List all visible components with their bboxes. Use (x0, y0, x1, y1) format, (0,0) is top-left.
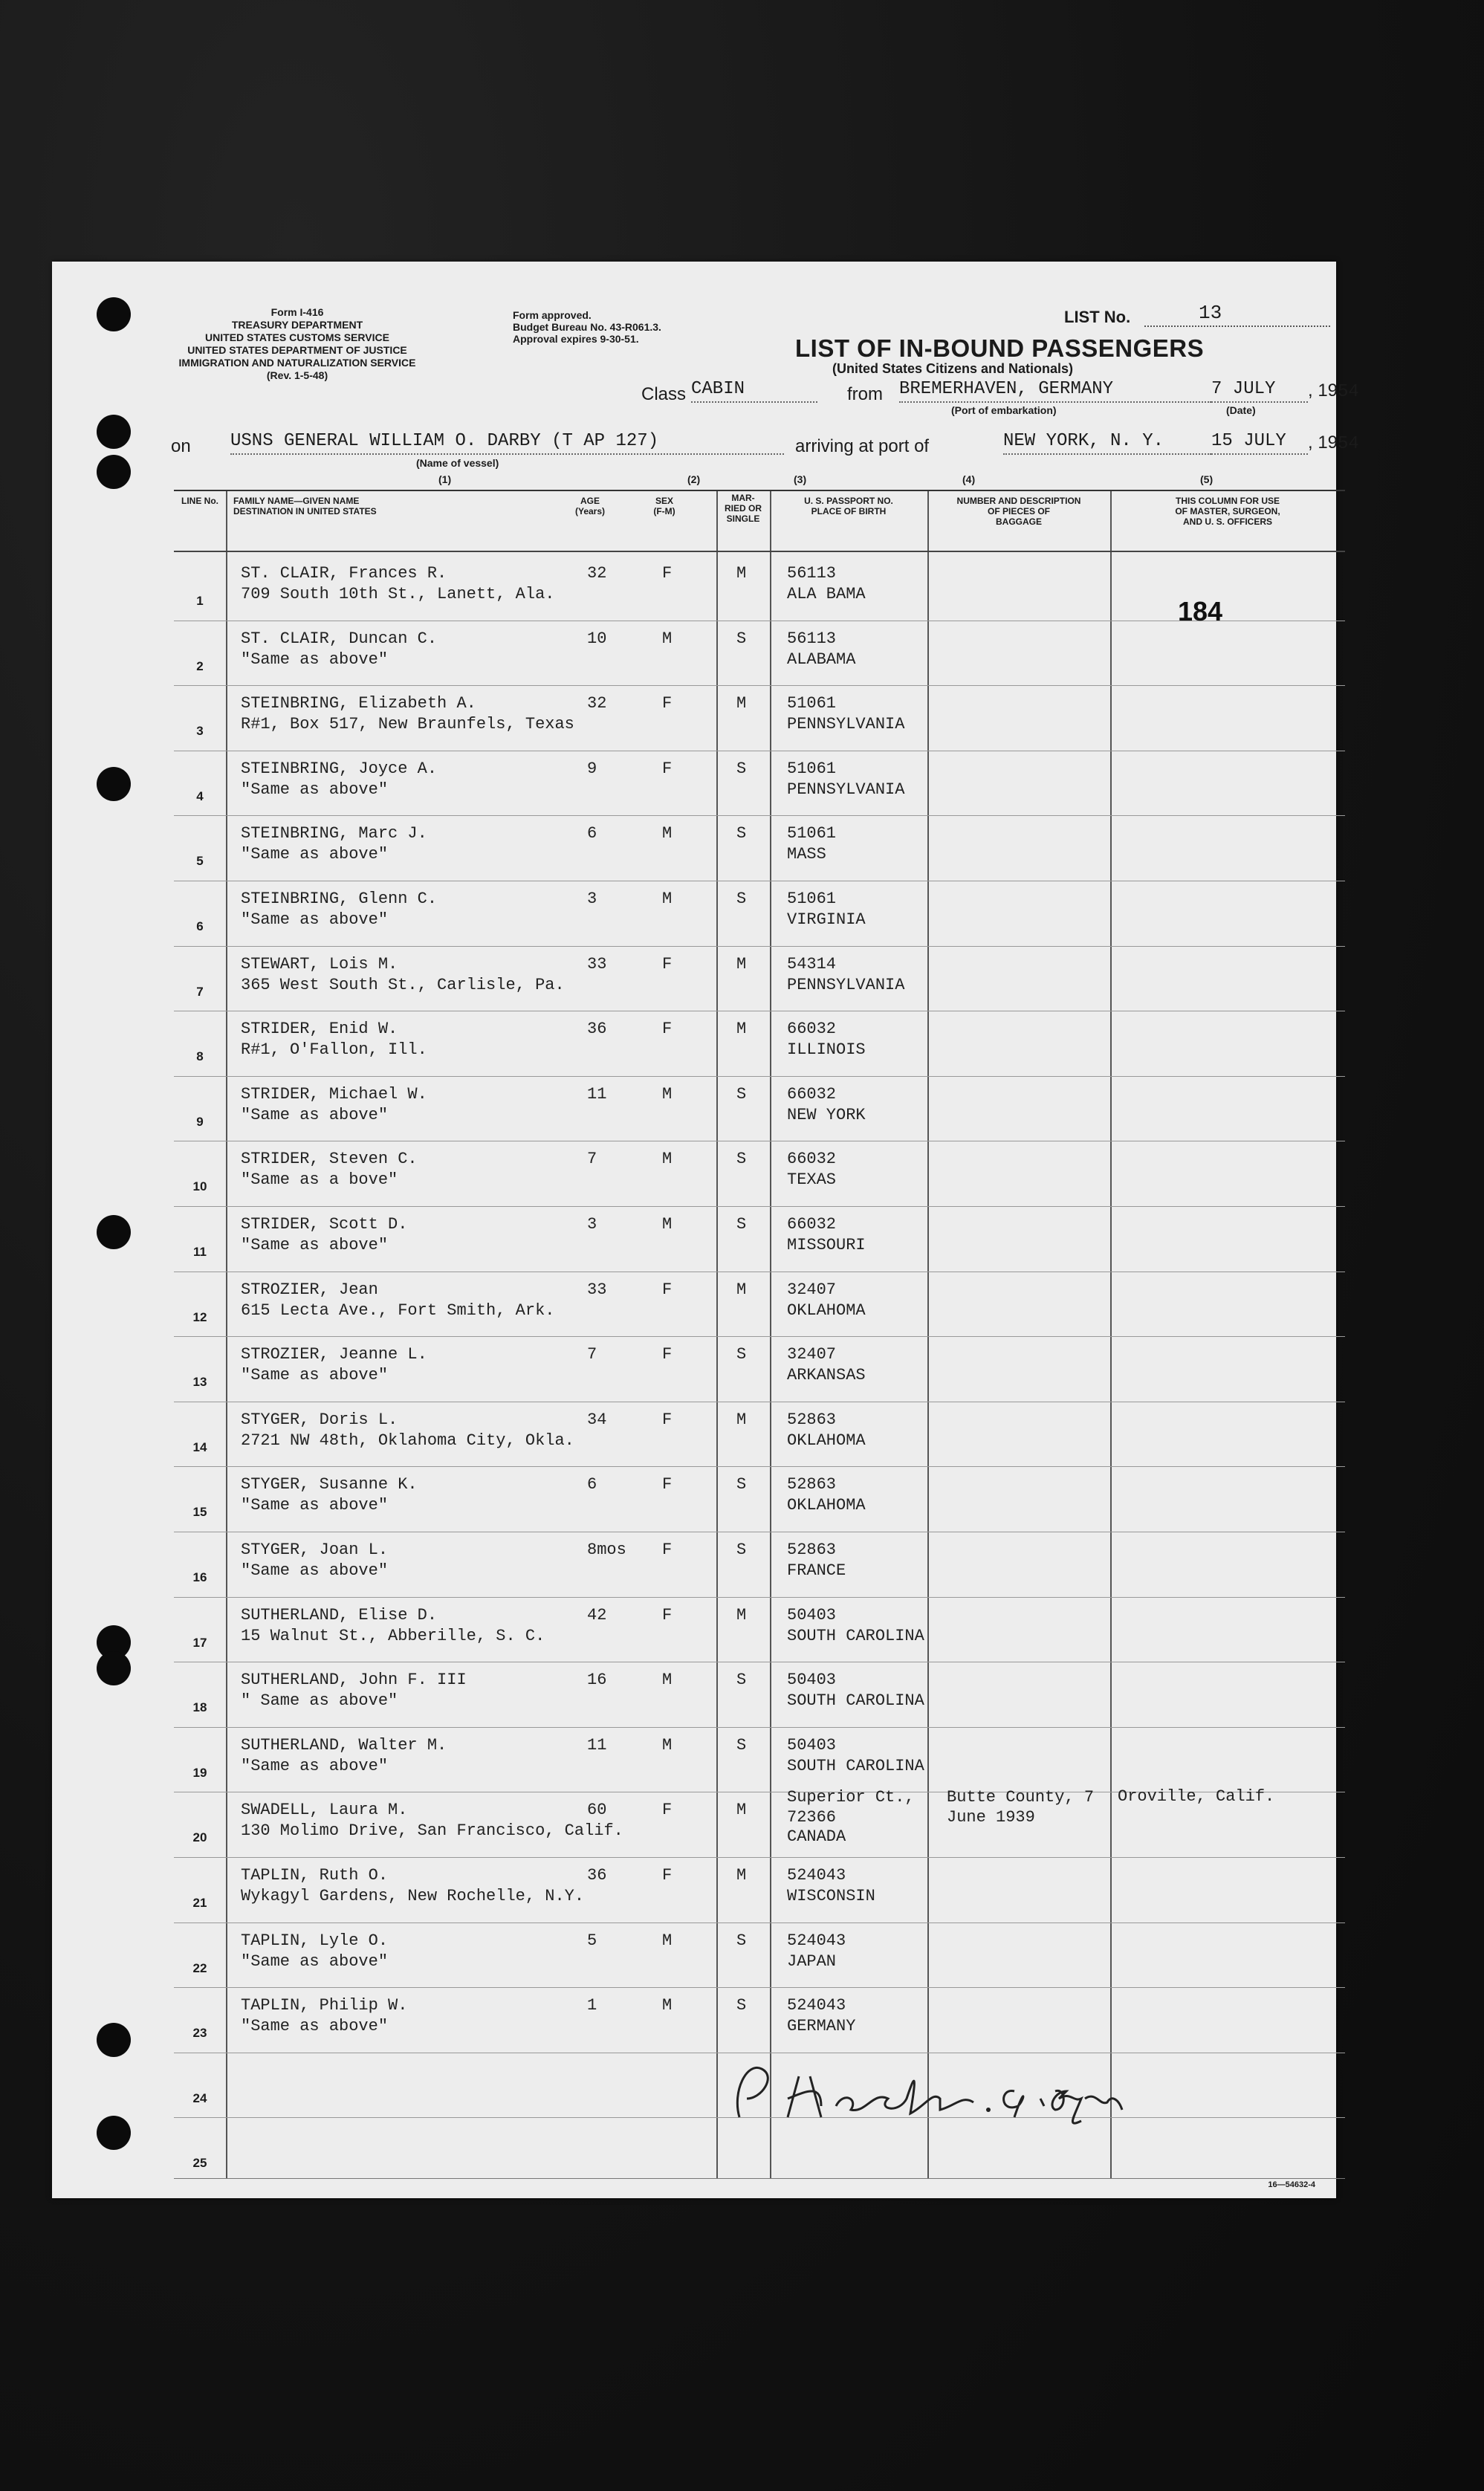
passenger-name: STEWART, Lois M. (241, 954, 398, 974)
age: 34 (587, 1410, 607, 1429)
table-row (174, 1787, 1345, 1856)
passport-number: 56113 (787, 564, 837, 583)
col-line-no: LINE No. (181, 496, 218, 506)
passenger-name: STRIDER, Michael W. (241, 1084, 427, 1104)
age: 6 (587, 824, 597, 843)
marital-status: S (736, 1931, 747, 1950)
passport-number: 52863 (787, 1410, 837, 1429)
place-of-birth: GERMANY (787, 2017, 856, 2036)
officer-notes: Oroville, Calif. (1118, 1787, 1275, 1807)
place-of-birth: JAPAN (787, 1951, 837, 1971)
age: 1 (587, 1996, 597, 2015)
passenger-name: STYGER, Joan L. (241, 1541, 389, 1559)
age: 3 (587, 1215, 597, 1234)
destination: "Same as above" (241, 1951, 389, 1971)
passport-number: 524043 (787, 1996, 846, 2015)
col-officers: THIS COLUMN FOR USE OF MASTER, SURGEON, AND U. S. OFFICERS (1175, 496, 1280, 527)
passport-number: 52863 (787, 1541, 837, 1559)
punch-hole (97, 415, 131, 449)
age: 60 (587, 1801, 607, 1820)
sex: F (662, 1410, 673, 1429)
punch-hole (97, 1215, 131, 1249)
line-number: 19 (192, 1765, 207, 1780)
age: 3 (587, 890, 597, 908)
passport-number: 51061 (787, 759, 837, 778)
class-label: Class (641, 384, 687, 404)
marital-status: M (736, 1280, 747, 1299)
passenger-name: STRIDER, Steven C. (241, 1150, 418, 1169)
place-of-birth: MASS (787, 845, 826, 864)
line-number: 21 (192, 1896, 207, 1910)
col-passport: U. S. PASSPORT NO. PLACE OF BIRTH (804, 496, 893, 516)
passport-number: 66032 (787, 1020, 837, 1039)
passenger-name: SUTHERLAND, Walter M. (241, 1735, 447, 1755)
table-row (174, 1727, 1345, 1792)
line-number: 9 (196, 1114, 204, 1129)
passport-number: 56113 (787, 629, 837, 648)
passport-number: 54314 (787, 954, 837, 974)
age: 10 (587, 629, 607, 648)
col-name: FAMILY NAME—GIVEN NAME DESTINATION IN UNITED STATES (233, 496, 377, 516)
destination: "Same as above" (241, 650, 389, 669)
arrival-date: 15 JULY (1211, 431, 1308, 455)
immigration-service: IMMIGRATION AND NATURALIZATION SERVICE (178, 357, 416, 369)
arrival-year: , 1954 (1308, 433, 1359, 454)
passenger-name: ST. CLAIR, Frances R. (241, 564, 447, 583)
form-number: Form I-416 (270, 306, 324, 318)
passport-number: 51061 (787, 694, 837, 713)
sex: M (662, 1215, 673, 1234)
sex: F (662, 694, 673, 713)
place-of-birth: VIRGINIA (787, 910, 866, 929)
line-number: 22 (192, 1960, 207, 1975)
embarkation-date: 7 JULY (1211, 379, 1308, 403)
destination: R#1, Box 517, New Braunfels, Texas (241, 715, 574, 734)
passenger-name: STROZIER, Jeanne L. (241, 1345, 427, 1364)
list-no-value: 13 (1199, 302, 1222, 324)
place-of-birth: SOUTH CAROLINA (787, 1756, 924, 1775)
table-row (174, 1922, 1345, 1987)
marital-status: S (736, 1345, 747, 1364)
passenger-name: STRIDER, Enid W. (241, 1020, 398, 1039)
line-number: 5 (196, 854, 204, 869)
passport-number: 66032 (787, 1150, 837, 1169)
line-number: 23 (192, 2026, 207, 2041)
passenger-name: SWADELL, Laura M. (241, 1801, 408, 1820)
place-of-birth: ALABAMA (787, 650, 856, 669)
marital-status: M (736, 694, 747, 713)
passport-number: 52863 (787, 1475, 837, 1494)
destination: "Same as above" (241, 1561, 389, 1580)
line-number: 7 (196, 984, 204, 999)
sex: F (662, 1020, 673, 1039)
sex: F (662, 1801, 673, 1820)
line-number: 24 (192, 2090, 207, 2105)
destination: "Same as above" (241, 1496, 389, 1515)
place-of-birth: FRANCE (787, 1561, 846, 1580)
place-of-birth: ARKANSAS (787, 1366, 866, 1385)
marital-status: M (736, 1605, 747, 1625)
passport-number: 524043 (787, 1866, 846, 1885)
place-of-birth: OKLAHOMA (787, 1300, 866, 1320)
passenger-name: TAPLIN, Philip W. (241, 1996, 408, 2015)
passport-number: 50403 (787, 1735, 837, 1755)
destination: R#1, O'Fallon, Ill. (241, 1040, 427, 1060)
table-row (174, 946, 1345, 1011)
line-number: 6 (196, 919, 204, 933)
destination: "Same as above" (241, 1236, 389, 1254)
table-row (174, 1141, 1345, 1205)
place-of-birth: NEW YORK (787, 1105, 866, 1124)
destination: "Same as above" (241, 910, 389, 929)
sex: F (662, 1345, 673, 1364)
line-number: 1 (196, 594, 204, 608)
marital-status: S (736, 1671, 747, 1690)
place-of-birth: SOUTH CAROLINA (787, 1626, 924, 1645)
line-number: 13 (192, 1375, 207, 1390)
marital-status: M (736, 1020, 747, 1039)
punch-hole (97, 767, 131, 801)
place-of-birth: PENNSYLVANIA (787, 715, 905, 734)
marital-status: M (736, 1866, 747, 1885)
justice-dept: UNITED STATES DEPARTMENT OF JUSTICE (187, 344, 407, 356)
passport-number: 524043 (787, 1931, 846, 1950)
marital-status: S (736, 890, 747, 908)
form-id-block (163, 306, 431, 382)
passport-number: 66032 (787, 1084, 837, 1104)
age: 5 (587, 1931, 597, 1950)
age: 7 (587, 1345, 597, 1364)
destination: "Same as a bove" (241, 1170, 398, 1190)
stamp-number: 184 (1178, 596, 1223, 626)
arrival-port: NEW YORK, N. Y. (1003, 431, 1211, 455)
table-row (174, 1597, 1345, 1662)
sex: F (662, 954, 673, 974)
line-number: 8 (196, 1049, 204, 1064)
line-number: 17 (192, 1635, 207, 1650)
destination: "Same as above" (241, 845, 389, 864)
marital-status: M (736, 954, 747, 974)
sex: F (662, 759, 673, 778)
destination: 365 West South St., Carlisle, Pa. (241, 975, 565, 994)
customs-service: UNITED STATES CUSTOMS SERVICE (205, 331, 389, 343)
punch-hole (97, 1651, 131, 1685)
line-number: 2 (196, 658, 204, 673)
destination: 709 South 10th St., Lanett, Ala. (241, 585, 555, 603)
place-of-birth: ILLINOIS (787, 1040, 866, 1060)
table-row (174, 1987, 1345, 2052)
col-sex: SEX (F-M) (653, 496, 675, 516)
sex: M (662, 1671, 673, 1690)
port-caption: (Port of embarkation) (951, 404, 1057, 416)
sex: M (662, 1996, 673, 2015)
table-row (174, 1336, 1345, 1401)
passenger-name: TAPLIN, Ruth O. (241, 1866, 389, 1885)
age: 7 (587, 1150, 597, 1169)
passenger-name: ST. CLAIR, Duncan C. (241, 629, 438, 648)
table-row (174, 1662, 1345, 1726)
place-of-birth: TEXAS (787, 1170, 837, 1190)
destination: "Same as above" (241, 1756, 389, 1775)
sex: F (662, 1280, 673, 1299)
destination: 2721 NW 48th, Oklahoma City, Okla. (241, 1431, 574, 1450)
table-row (174, 1402, 1345, 1466)
line-number: 18 (192, 1700, 207, 1715)
table-row (174, 815, 1345, 880)
date-caption: (Date) (1226, 404, 1256, 416)
marital-status: S (736, 759, 747, 778)
class-value: CABIN (691, 379, 817, 403)
place-of-birth: CANADA (787, 1827, 846, 1847)
marital-status: S (736, 1150, 747, 1169)
table-row (174, 685, 1345, 750)
line-number: 4 (196, 788, 204, 803)
marital-status: M (736, 1410, 747, 1429)
table-row (174, 1206, 1345, 1271)
sex: M (662, 629, 673, 648)
sex: F (662, 564, 673, 583)
baggage: Butte County, 7 June 1939 (947, 1788, 1095, 1827)
destination: " Same as above" (241, 1691, 398, 1711)
sex: F (662, 1866, 673, 1885)
place-of-birth: ALA BAMA (787, 585, 866, 603)
table-row (174, 751, 1345, 815)
place-of-birth: MISSOURI (787, 1236, 866, 1254)
marital-status: S (736, 1735, 747, 1755)
place-of-birth: OKLAHOMA (787, 1431, 866, 1450)
destination: "Same as above" (241, 1366, 389, 1385)
passport-number: 51061 (787, 890, 837, 908)
vessel-caption: (Name of vessel) (416, 457, 499, 469)
marital-status: M (736, 564, 747, 583)
line-number: 20 (192, 1830, 207, 1845)
passenger-name: STEINBRING, Marc J. (241, 824, 427, 843)
marital-status: S (736, 1084, 747, 1104)
list-no-label: LIST No. (1064, 308, 1131, 326)
treasury-dept: TREASURY DEPARTMENT (231, 319, 363, 331)
document-subtitle: (United States Citizens and Nationals) (832, 361, 1074, 376)
marital-status: S (736, 1996, 747, 2015)
table-row (174, 1466, 1345, 1531)
on-label: on (171, 436, 191, 456)
passport-number: Superior Ct., 72366 (787, 1788, 915, 1827)
place-of-birth: PENNSYLVANIA (787, 975, 905, 994)
punch-hole (97, 297, 131, 331)
age: 32 (587, 694, 607, 713)
signature (717, 2047, 1200, 2136)
destination: "Same as above" (241, 2017, 389, 2036)
passenger-name: SUTHERLAND, Elise D. (241, 1605, 438, 1625)
passenger-name: STYGER, Susanne K. (241, 1475, 418, 1494)
line-number: 14 (192, 1439, 207, 1454)
passport-number: 50403 (787, 1671, 837, 1690)
col-married: MAR- RIED OR SINGLE (724, 493, 762, 524)
destination: 615 Lecta Ave., Fort Smith, Ark. (241, 1300, 555, 1320)
line-number: 3 (196, 724, 204, 739)
destination: "Same as above" (241, 1105, 389, 1124)
passenger-name: STEINBRING, Elizabeth A. (241, 694, 476, 713)
age: 36 (587, 1020, 607, 1039)
age: 42 (587, 1605, 607, 1625)
sex: F (662, 1541, 673, 1559)
table-row (174, 1272, 1345, 1336)
passenger-manifest-page: Form I-416 TREASURY DEPARTMENT UNITED STATES CUSTOMS SERVICE UNITED STATES DEPARTMENT OF JUSTICE IMMIGRATION AND NATURALIZATION SERVICE (Rev. 1-5-48) Form approved. Budget Bureau No. 43-R061.3. Approval expires 9-30-51. LIST No. 13 LIST OF IN-BOUND PASSENGERS (United States Citizens and Nationals) Class CABIN from BREMERHAVEN, GERMANY 7 JULY , 1954 (Port of embarkation) (Date) on USNS GENERAL WILLIAM O. DARBY (T AP 127) arriving at port of NEW YORK, N. Y. 15 JULY , 1954 (Name of vessel) (1) (2) (3) (4) (5) LINE No. FAMILY NAME—GIVEN NAME DESTINATION IN UNITED STATES AGE (Years) SEX (F-M) MAR- RIED OR SINGLE U. S. PASSPORT NO. PLACE OF BIRTH NUMBER AND DESCRIPTION OF PIECES OF BAGGAGE THIS COLUMN FOR USE OF MASTER, SURGEON, AND U. S. OFFICERS 1 ST. CLAIR, Frances R. 709 South 10th St., Lanett, Ala. 32 F M 56113 ALA BAMA 2 ST. CLAIR, Duncan C. "Same as above" 10 M S 56113 ALABAMA 3 STEINBRING, Elizabeth A. R#1, Box 517, New Braunfels, Texas 32 F M 51061 PENNSYLVANIA 4 STEINBRING, Joyce A. "Same as above" 9 F S 51061 PENNSYLVANIA 5 STEINBRING, Marc J. "Same as above" 6 M S 51061 MASS 6 STEINBRING, Glenn C. "Same as above" 3 M S 51061 VIRGINIA 7 STEWART, Lois M. 365 West South St., Carlisle, Pa. 33 F M 54314 PENNSYLVANIA 8 STRIDER, Enid W. R#1, O'Fallon, Ill. 36 F M 66032 ILLINOIS 9 STRIDER, Michael W. "Same as above" 11 M S 66032 NEW YORK 10 STRIDER, Steven C. "Same as a bove" 7 M S 66032 TEXAS 11 STRIDER, Scott D. "Same as above" 3 M S 66032 MISSOURI 12 STROZIER, Jean 615 Lecta Ave., Fort Smith, Ark. 33 F M 32407 OKLAHOMA 13 STROZIER, Jeanne L. "Same as above" 7 F S 32407 ARKANSAS 14 STYGER, Doris L. 2721 NW 48th, Oklahoma City, Okla. 34 F M 52863 OKLAHOMA 15 STYGER, Susanne K. "Same as above" 6 F S 52863 OKLAHOMA 16 STYGER, Joan L. "Same as above" 8mos F S 52863 FRANCE 17 SUTHERLAND, Elise D. 15 Walnut St., Abberille, S. C. 42 F M 50403 SOUTH CAROLINA 18 SUTHERLAND, John F. III " Same as above" 16 M S 50403 SOUTH CAROLINA 19 SUTHERLAND, Walter M. "Same as above" 11 M S 50403 SOUTH CAROLINA 20 SWADELL, Laura M. 130 Molimo Drive, San Francisco, Calif. 60 F M Superior Ct., 72366 CANADA Butte County, 7 June 1939 Oroville, Calif. 21 TAPLIN, Ruth O. Wykagyl Gardens, New Rochelle, N.Y. 36 F M 524043 WISCONSIN 22 TAPLIN, Lyle O. "Same as above" 5 M S 524043 JAPAN 23 TAPLIN, Philip W. "Same as above" 1 M S 524043 GERMANY 24 25 184 16—54632-4 (52, 262, 1336, 2198)
sex: F (662, 1605, 673, 1625)
age: 8mos (587, 1541, 626, 1559)
table-row (174, 1857, 1345, 1922)
line-number: 15 (192, 1505, 207, 1520)
line-number: 25 (192, 2156, 207, 2171)
marital-status: S (736, 1541, 747, 1559)
sex: M (662, 890, 673, 908)
sex: M (662, 824, 673, 843)
arriving-label: arriving at port of (795, 436, 930, 456)
marital-status: M (736, 1801, 747, 1820)
line-number: 11 (193, 1245, 207, 1259)
sex: M (662, 1931, 673, 1950)
age: 11 (587, 1735, 607, 1755)
sex: M (662, 1084, 673, 1104)
age: 16 (587, 1671, 607, 1690)
line-number: 12 (192, 1309, 207, 1324)
form-approval: Form approved. Budget Bureau No. 43-R061.3. Approval expires 9-30-51. (513, 309, 661, 345)
table-row (174, 621, 1345, 685)
passenger-name: TAPLIN, Lyle O. (241, 1931, 389, 1950)
document-title: LIST OF IN-BOUND PASSENGERS (795, 334, 1205, 362)
destination: 15 Walnut St., Abberille, S. C. (241, 1626, 545, 1645)
passport-number: 51061 (787, 824, 837, 843)
place-of-birth: SOUTH CAROLINA (787, 1691, 924, 1711)
sex: F (662, 1475, 673, 1494)
marital-status: S (736, 629, 747, 648)
age: 33 (587, 1280, 607, 1299)
table-row (174, 1076, 1345, 1141)
age: 9 (587, 759, 597, 778)
passenger-name: SUTHERLAND, John F. III (241, 1671, 467, 1690)
age: 6 (587, 1475, 597, 1494)
revision: (Rev. 1-5-48) (266, 369, 328, 381)
passenger-name: STEINBRING, Glenn C. (241, 890, 438, 908)
passport-number: 50403 (787, 1605, 837, 1625)
punch-hole (97, 2023, 131, 2057)
age: 32 (587, 564, 607, 583)
destination: 130 Molimo Drive, San Francisco, Calif. (241, 1821, 623, 1841)
line-number: 16 (192, 1570, 207, 1584)
passenger-name: STYGER, Doris L. (241, 1410, 398, 1429)
table-row (174, 555, 1345, 620)
embark-year: , 1954 (1308, 380, 1359, 402)
vessel-name: USNS GENERAL WILLIAM O. DARBY (T AP 127) (230, 431, 784, 455)
passenger-name: STEINBRING, Joyce A. (241, 759, 438, 778)
passenger-name: STRIDER, Scott D. (241, 1215, 408, 1234)
col-age: AGE (Years) (574, 496, 606, 516)
passenger-name: STROZIER, Jean (241, 1280, 378, 1299)
passport-number: 66032 (787, 1215, 837, 1234)
from-label: from (847, 384, 883, 404)
sex: M (662, 1735, 673, 1755)
age: 36 (587, 1866, 607, 1885)
col-baggage: NUMBER AND DESCRIPTION OF PIECES OF BAGGAGE (956, 496, 1081, 527)
passport-number: 32407 (787, 1345, 837, 1364)
sex: M (662, 1150, 673, 1169)
embarkation-port: BREMERHAVEN, GERMANY (899, 379, 1211, 403)
place-of-birth: OKLAHOMA (787, 1496, 866, 1515)
place-of-birth: PENNSYLVANIA (787, 780, 905, 799)
form-print-code: 16—54632-4 (1268, 2180, 1315, 2189)
age: 11 (587, 1084, 607, 1104)
marital-status: S (736, 1215, 747, 1234)
passport-number: 32407 (787, 1280, 837, 1299)
table-row (174, 881, 1345, 945)
punch-hole (97, 455, 131, 489)
table-row (174, 1532, 1345, 1596)
age: 33 (587, 954, 607, 974)
manifest-table (174, 490, 1345, 2179)
destination: Wykagyl Gardens, New Rochelle, N.Y. (241, 1887, 585, 1905)
place-of-birth: WISCONSIN (787, 1887, 875, 1905)
line-number: 10 (192, 1179, 207, 1194)
punch-hole (97, 2116, 131, 2150)
marital-status: S (736, 824, 747, 843)
marital-status: S (736, 1475, 747, 1494)
destination: "Same as above" (241, 780, 389, 799)
table-row (174, 1011, 1345, 1075)
